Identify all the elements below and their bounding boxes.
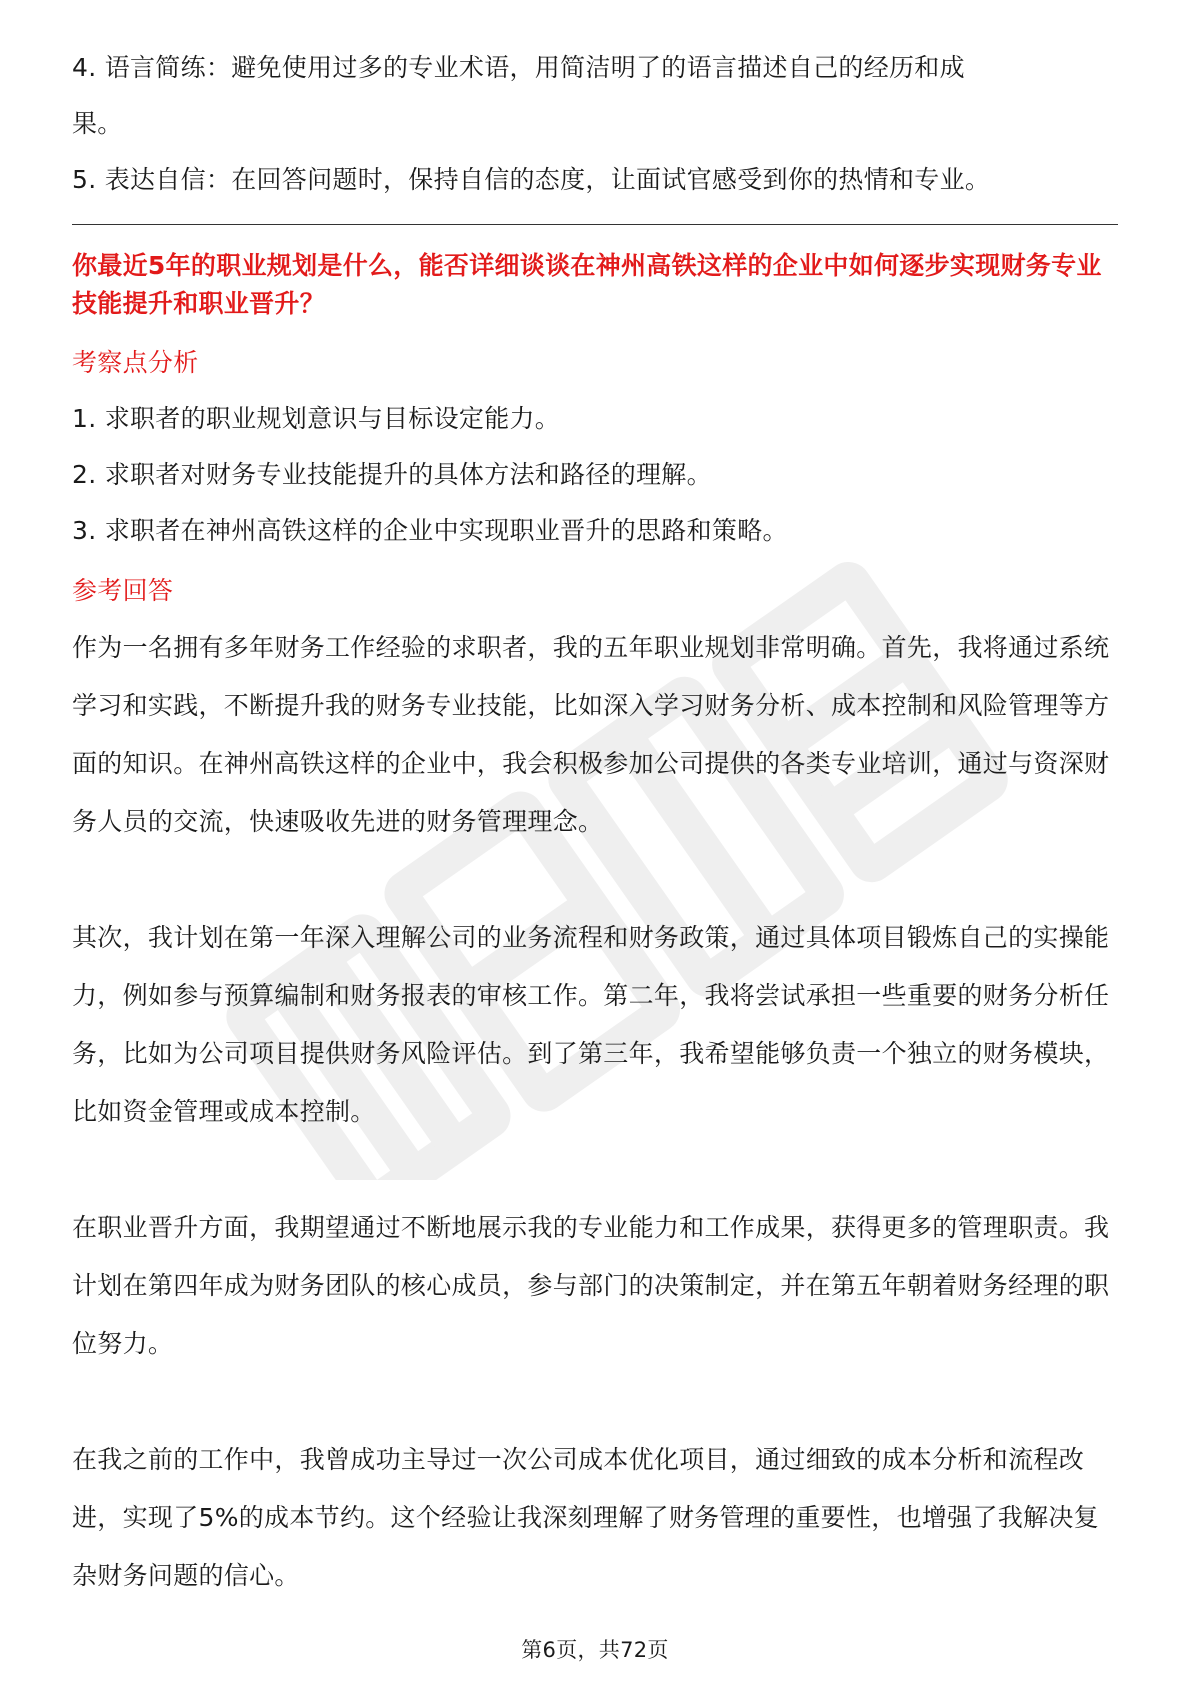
analysis-item-3: 3. 求职者在神州高铁这样的企业中实现职业晋升的思路和策略。 — [72, 516, 788, 545]
interview-question: 你最近5年的职业规划是什么，能否详细谈谈在神州高铁这样的企业中如何逐步实现财务专业技能提升和职业晋升？ — [72, 251, 1102, 318]
page-number: 第6页，共72页 — [521, 1638, 669, 1662]
tip-item-4: 4. 语言简练：避免使用过多的专业术语，用简洁明了的语言描述自己的经历和成 — [72, 53, 965, 82]
answer-paragraph-4: 在我之前的工作中，我曾成功主导过一次公司成本优化项目，通过细致的成本分析和流程改进，实现了5%的成本节约。这个经验让我深刻理解了财务管理的重要性，也增强了我解决复杂财务问题的信心。 — [72, 1445, 1099, 1590]
page-content — [72, 40, 1118, 1605]
section-divider — [72, 224, 1118, 225]
analysis-item-2: 2. 求职者对财务专业技能提升的具体方法和路径的理解。 — [72, 460, 712, 489]
answer-paragraph-1: 作为一名拥有多年财务工作经验的求职者，我的五年职业规划非常明确。首先，我将通过系统学习和实践，不断提升我的财务专业技能，比如深入学习财务分析、成本控制和风险管理等方面的知识。在神州高铁这样的企业中，我会积极参加公司提供的各类专业培训，通过与资深财务人员的交流，快速吸收先进的财务管理理念。 — [72, 633, 1110, 836]
answer-heading: 参考回答 — [72, 576, 174, 605]
answer-paragraph-3: 在职业晋升方面，我期望通过不断地展示我的专业能力和工作成果，获得更多的管理职责。我计划在第四年成为财务团队的核心成员，参与部门的决策制定，并在第五年朝着财务经理的职位努力。 — [72, 1213, 1110, 1358]
tip-item-4-continued: 果。 — [72, 109, 123, 138]
analysis-item-1: 1. 求职者的职业规划意识与目标设定能力。 — [72, 404, 561, 433]
answer-paragraph-2: 其次，我计划在第一年深入理解公司的业务流程和财务政策，通过具体项目锻炼自己的实操能力，例如参与预算编制和财务报表的审核工作。第二年，我将尝试承担一些重要的财务分析任务，比如为公司项目提供财务风险评估。到了第三年，我希望能够负责一个独立的财务模块，比如资金管理或成本控制。 — [72, 923, 1110, 1126]
analysis-heading: 考察点分析 — [72, 348, 199, 377]
tip-item-5: 5. 表达自信：在回答问题时，保持自信的态度，让面试官感受到你的热情和专业。 — [72, 165, 991, 194]
